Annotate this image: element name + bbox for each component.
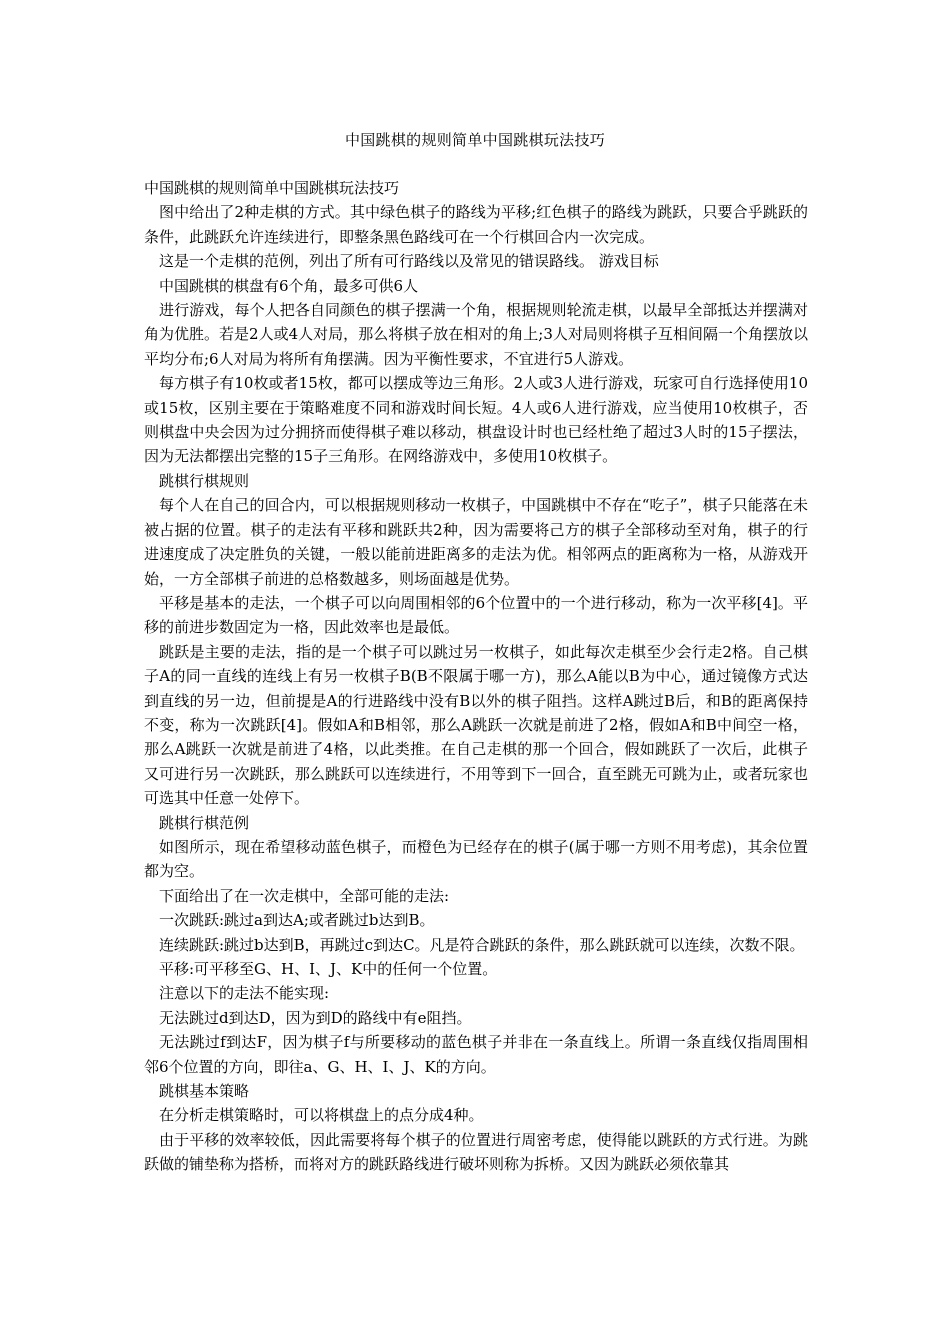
document-body	[144, 176, 808, 1177]
body-paragraph: 无法跳过f到达F，因为棋子f与所要移动的蓝色棋子并非在一条直线上。所谓一条直线仅指周围相邻6个位置的方向，即往a、G、H、I、J、K的方向。	[144, 1033, 808, 1076]
body-paragraph: 跳棋行棋范例	[159, 813, 250, 832]
body-paragraph: 无法跳过d到达D，因为到D的路线中有e阻挡。	[159, 1008, 472, 1027]
body-paragraph: 每个人在自己的回合内，可以根据规则移动一枚棋子，中国跳棋中不存在“吃子”，棋子只能落在未被占据的位置。棋子的走法有平移和跳跃共2种，因为需要将己方的棋子全部移动至对角，棋子的行进速度成了决定胜负的关键，一般以能前进距离多的走法为优。相邻两点的距离称为一格，从游戏开始，一方全部棋子前进的总格数越多，则场面越是优势。	[144, 496, 808, 588]
body-paragraph: 进行游戏，每个人把各自同颜色的棋子摆满一个角，根据规则轮流走棋，以最早全部抵达并摆满对角为优胜。若是2人或4人对局，那么将棋子放在相对的角上;3人对局则将棋子互相间隔一个角摆放以平均分布;6人对局为将所有角摆满。因为平衡性要求，不宜进行5人游戏。	[144, 301, 808, 368]
body-paragraph: 由于平移的效率较低，因此需要将每个棋子的位置进行周密考虑，使得能以跳跃的方式行进。为跳跃做的铺垫称为搭桥，而将对方的跳跃路线进行破坏则称为拆桥。又因为跳跃必须依靠其	[144, 1130, 808, 1174]
body-paragraph: 中国跳棋的规则简单中国跳棋玩法技巧	[144, 179, 400, 197]
body-paragraph: 注意以下的走法不能实现:	[159, 984, 330, 1003]
page-title: 中国跳棋的规则简单中国跳棋玩法技巧	[344, 131, 606, 149]
body-paragraph: 如图所示，现在希望移动蓝色棋子，而橙色为已经存在的棋子(属于哪一方则不用考虑)，其余位置都为空。	[144, 837, 808, 881]
body-paragraph: 跳棋基本策略	[159, 1082, 250, 1101]
body-paragraph: 中国跳棋的棋盘有6个角，最多可供6人	[159, 276, 419, 295]
body-paragraph: 一次跳跃:跳过a到达A;或者跳过b达到B。	[159, 911, 435, 930]
body-paragraph: 平移:可平移至G、H、I、J、K中的任何一个位置。	[159, 960, 498, 978]
body-paragraph: 跳跃是主要的走法，指的是一个棋子可以跳过另一枚棋子，如此每次走棋至少会行走2格。自己棋子A的同一直线的连线上有另一枚棋子B(B不限属于哪一方)，那么A能以B为中心，通过镜像方式达到直线的另一边，但前提是A的行进路线中没有B以外的棋子阻挡。这样A跳过B后，和B的距离保持不变，称为一次跳跃[4]。假如A和B相邻，那么A跳跃一次就是前进了2格，假如A和B中间空一格，那么A跳跃一次就是前进了4格，以此类推。在自己走棋的那一个回合，假如跳跃了一次后，此棋子又可进行另一次跳跃，那么跳跃可以连续进行，不用等到下一回合，直至跳无可跳为止，或者玩家也可选其中任意一处停下。	[144, 642, 808, 808]
body-paragraph: 图中给出了2种走棋的方式。其中绿色棋子的路线为平移;红色棋子的路线为跳跃，只要合乎跳跃的条件，此跳跃允许连续进行，即整条黑色路线可在一个行棋回合内一次完成。	[144, 203, 808, 246]
body-paragraph: 在分析走棋策略时，可以将棋盘上的点分成4种。	[159, 1106, 484, 1125]
body-paragraph: 平移是基本的走法，一个棋子可以向周围相邻的6个位置中的一个进行移动，称为一次平移[4]。平移的前进步数固定为一格，因此效率也是最低。	[144, 593, 808, 637]
body-paragraph: 这是一个走棋的范例，列出了所有可行路线以及常见的错误路线。 游戏目标	[159, 252, 659, 271]
body-paragraph: 连续跳跃:跳过b达到B，再跳过c到达C。凡是符合跳跃的条件，那么跳跃就可以连续，次数不限。	[159, 935, 805, 954]
body-paragraph: 跳棋行棋规则	[159, 471, 250, 490]
body-paragraph: 每方棋子有10枚或者15枚，都可以摆成等边三角形。2人或3人进行游戏，玩家可自行选择使用10或15枚，区别主要在于策略难度不同和游戏时间长短。4人或6人进行游戏，应当使用10枚棋子，否则棋盘中央会因为过分拥挤而使得棋子难以移动，棋盘设计时也已经杜绝了超过3人时的15子摆法，因为无法都摆出完整的15子三角形。在网络游戏中，多使用10枚棋子。	[144, 374, 808, 466]
body-paragraph: 下面给出了在一次走棋中，全部可能的走法:	[159, 886, 450, 905]
